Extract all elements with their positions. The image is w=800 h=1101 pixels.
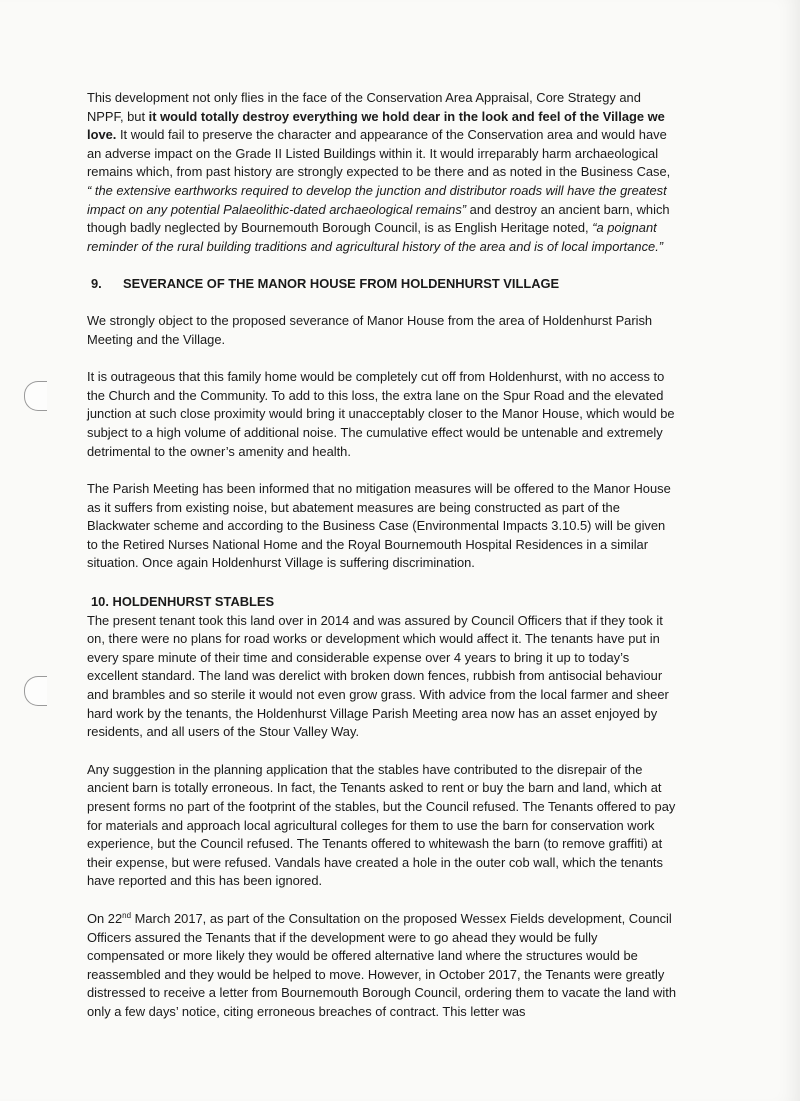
paragraph-severance-outrageous: It is outrageous that this family home would be completely cut off from Holdenhurst, with no access to the Church and the Community. To add to this loss, the extra lane on the Spur Road and the elevated junction at such close proximity would bring it unacceptably closer to the Manor House, which would be subject to a high volume of additional noise. The cumulative effect would be untenable and extremely detrimental to the owner’s amenity and health. (87, 369, 675, 459)
paragraph-stables-barn: Any suggestion in the planning application that the stables have contributed to the disrepair of the ancient barn is totally erroneous. In fact, the Tenants asked to rent or buy the barn and land, which at present forms no part of the footprint of the stables, but the Council refused. The Tenants offered to pay for materials and approach local agricultural colleges for them to use the barn for conservation work experience, but the Council refused. The Tenants offered to whitewash the barn (to remove graffiti) at their expense, but were refused. Vandals have created a hole in the outer cob wall, which the tenants have reported and this has been ignored. (87, 761, 676, 889)
punch-hole-mark (24, 676, 47, 706)
paragraph-stables-consultation: On 22nd March 2017, as part of the Consultation on the proposed Wessex Fields development, Council Officers assured the Tenants that if the development were to go ahead they would be fully compensated or more likely they would be offered alternative land where the structures would be reassembled and they would be helped to move. However, in October 2017, the Tenants were greatly distressed to receive a letter from Bournemouth Borough Council, ordering them to vacate the land with only a few days’ notice, citing erroneous breaches of contract. This letter was (87, 910, 676, 1019)
section-heading-10: 10. HOLDENHURST STABLES (91, 594, 275, 610)
paragraph-conservation: This development not only flies in the face of the Conservation Area Appraisal, Core Strategy and NPPF, but it would totally destroy everything we hold dear in the look and feel of the Village we love. It would fail to preserve the character and appearance of the Conservation area and would have an adverse impact on the Grade II Listed Buildings within it. It would irreparably harm archaeological remains which, from past history are strongly expected to be there and as noted in the Business Case, “ the extensive earthworks required to develop the junction and distributor roads will have the greatest impact on any potential Palaeolithic-dated archaeological remains” and destroy an ancient barn, which though badly neglected by Bournemouth Borough Council, is as English Heritage noted, “a poignant reminder of the rural building traditions and agricultural history of the area and is of local importance.” (87, 90, 671, 254)
punch-hole-mark (24, 381, 47, 411)
paragraph-severance-mitigation: The Parish Meeting has been informed that no mitigation measures will be offered to the Manor House as it suffers from existing noise, but abatement measures are being constructed as part of the Blackwater scheme and according to the Business Case (Environmental Impacts 3.10.5) will be given to the Retired Nurses National Home and the Royal Bournemouth Hospital Residences in a similar situation. Once again Holdenhurst Village is suffering discrimination. (87, 481, 671, 571)
paragraph-severance-objection: We strongly object to the proposed severance of Manor House from the area of Holdenhurst Parish Meeting and the Village. (87, 312, 653, 347)
section-heading-9: 9. SEVERANCE OF THE MANOR HOUSE FROM HOLDENHURST VILLAGE (91, 276, 560, 292)
document-body (87, 89, 677, 1041)
paragraph-stables-tenant: The present tenant took this land over in 2014 and was assured by Council Officers that if they took it on, there were no plans for road works or development which would affect it. The tenants have put in every spare minute of their time and considerable expense over 4 years to bring it up to today’s excellent standard. The land was derelict with broken down fences, rubbish from antisocial behaviour and brambles and so sterile it would not even grow grass. With advice from the local farmer and sheer hard work by the tenants, the Holdenhurst Village Parish Meeting area now has an asset enjoyed by residents, and all users of the Stour Valley Way. (87, 612, 669, 740)
